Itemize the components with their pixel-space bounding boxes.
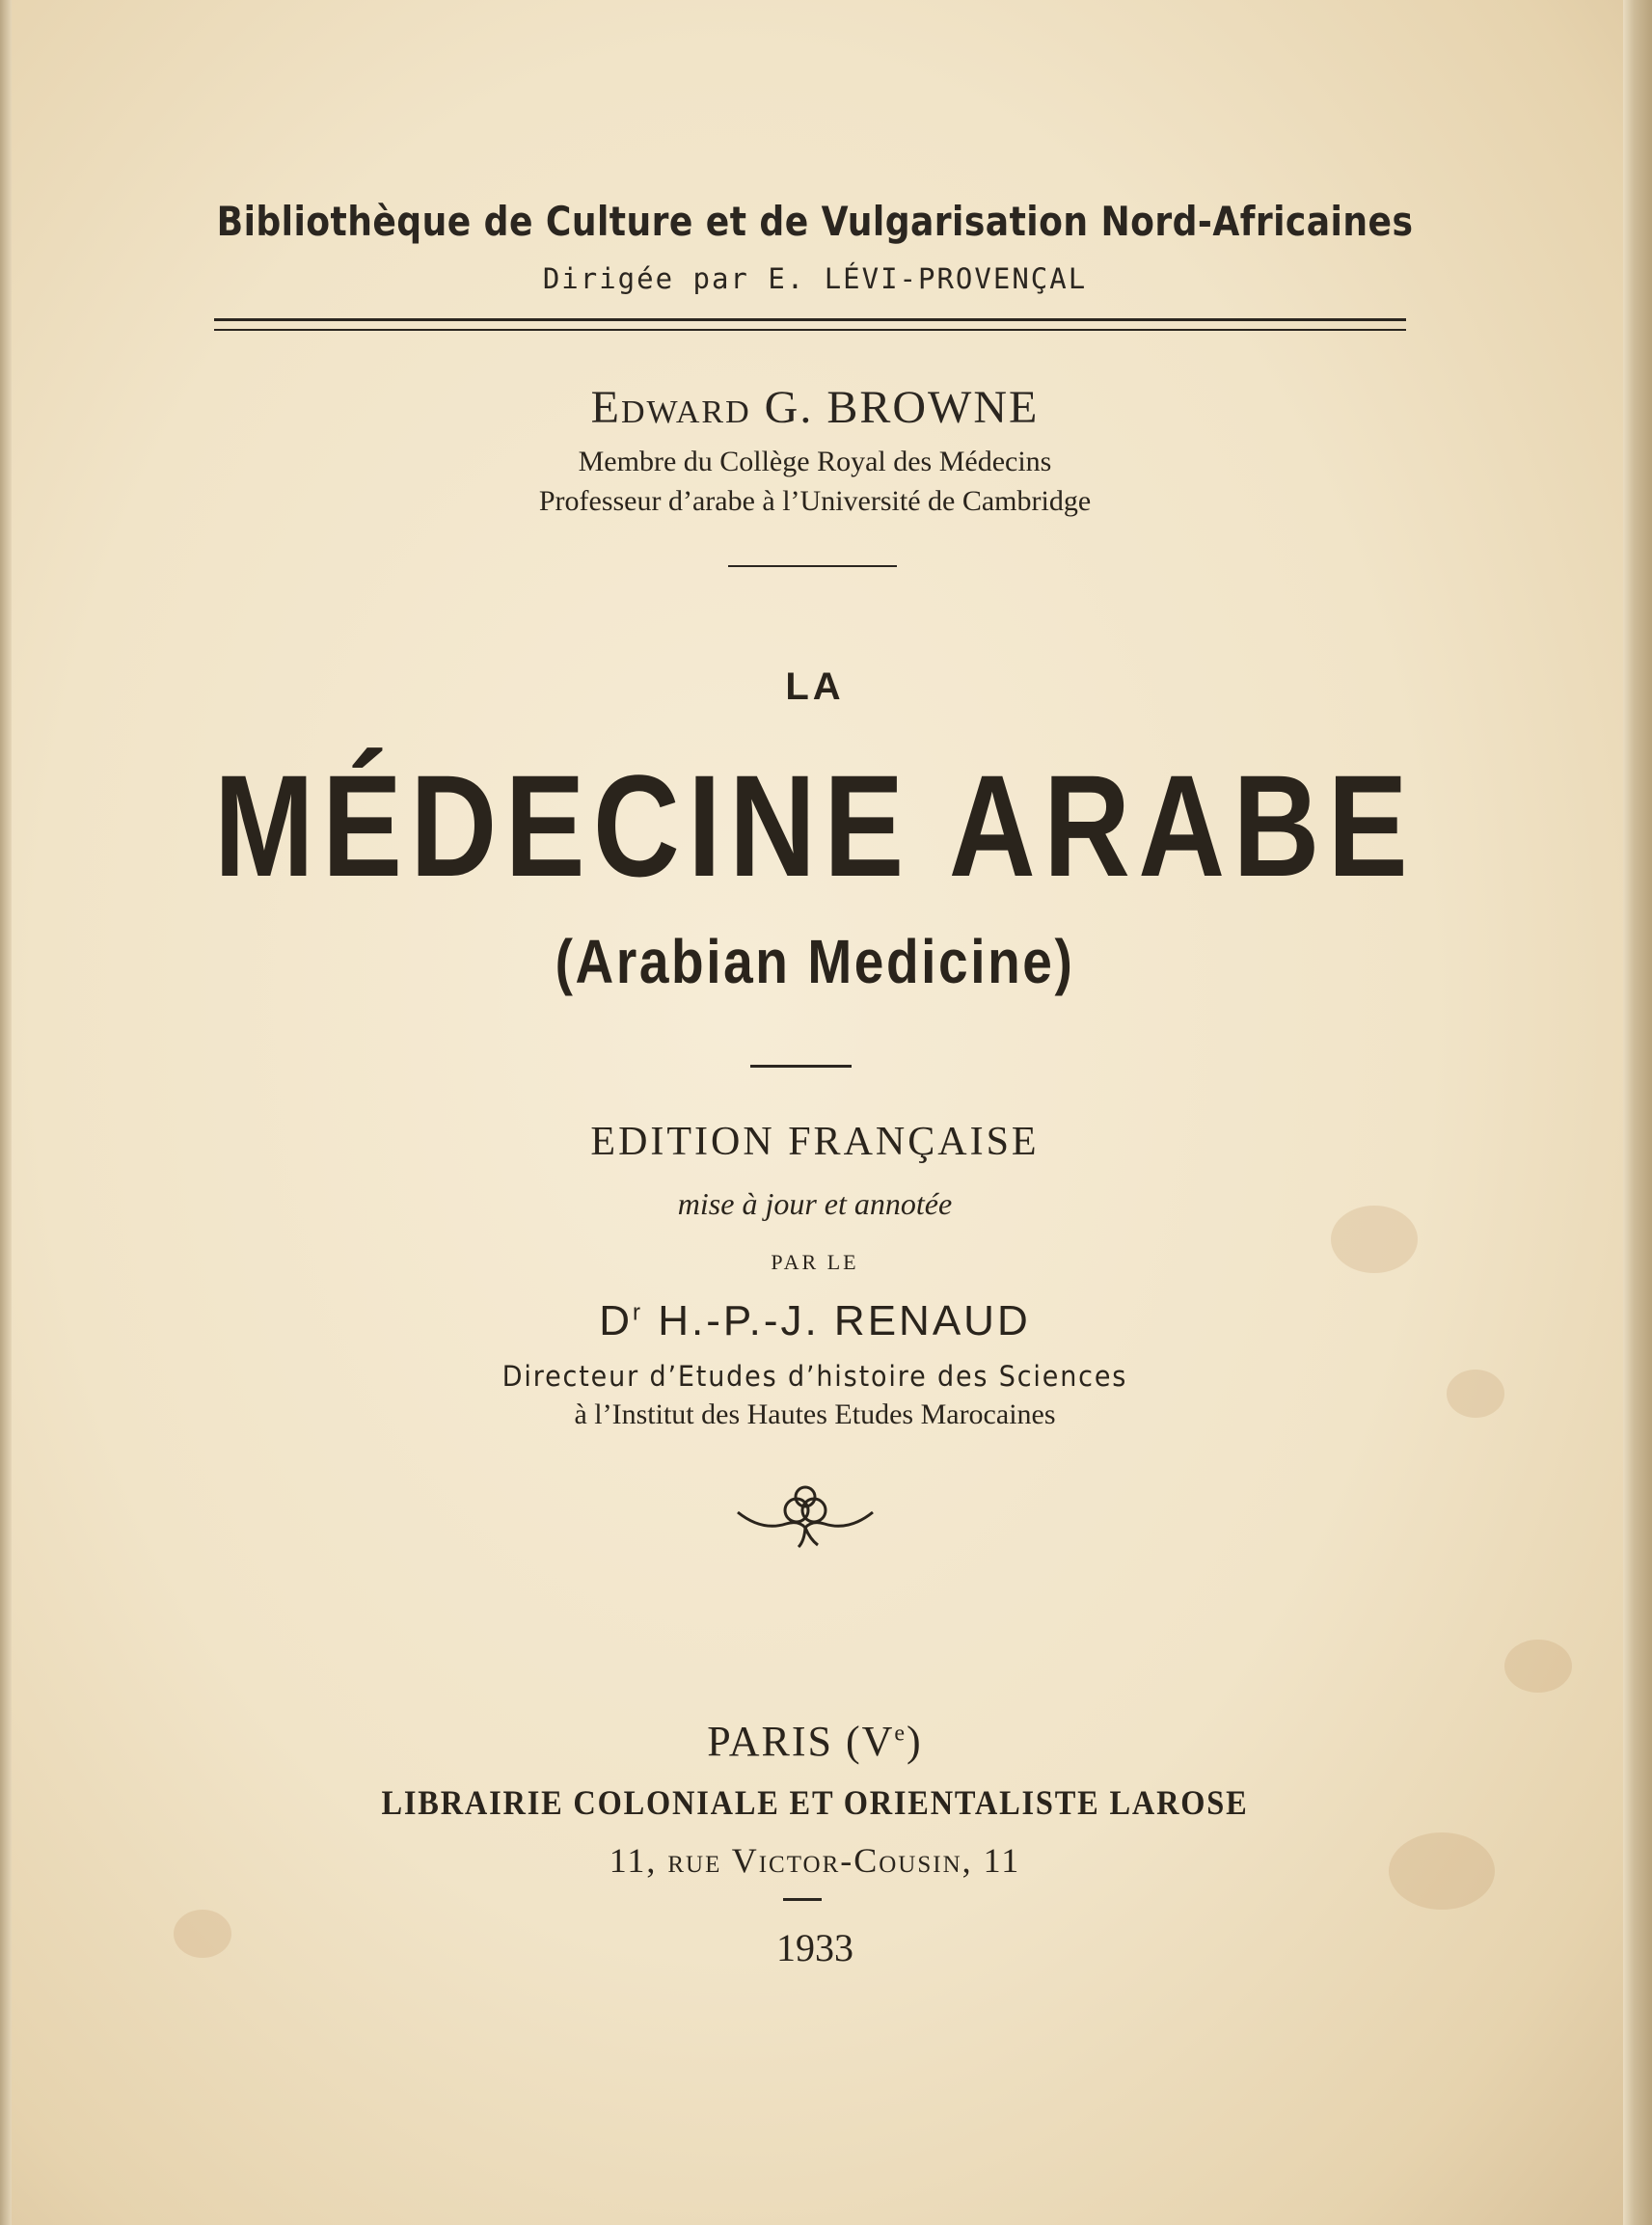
publication-year: 1933 <box>776 1926 853 1969</box>
editor-role-1: Directeur d’Etudes d’histoire des Sciences <box>501 1360 1128 1393</box>
editor-role-2: à l’Institut des Hautes Etudes Marocaines <box>574 1398 1056 1430</box>
main-title: MÉDECINE ARABE <box>213 745 1417 907</box>
series-title: Bibliothèque de Culture et de Vulgarisation Nord-Africaines <box>216 198 1414 245</box>
double-rule-divider <box>214 318 1406 331</box>
editor-name-line <box>0 1297 1630 1345</box>
editor-prefix-sup: r <box>633 1299 644 1326</box>
title-article: LA <box>785 665 845 708</box>
edition-note: mise à jour et annotée <box>677 1186 953 1221</box>
foxing-stain <box>1504 1640 1572 1693</box>
short-rule-divider <box>728 565 897 567</box>
editor-name: H.-P.-J. RENAUD <box>658 1297 1031 1344</box>
publisher-name: LIBRAIRIE COLONIALE ET ORIENTALISTE LAROSE <box>381 1783 1249 1822</box>
author-credential-2: Professeur d’arabe à l’Université de Cambridge <box>538 485 1092 517</box>
series-director: Dirigée par E. LÉVI-PROVENÇAL <box>542 262 1088 295</box>
short-rule-divider <box>750 1065 852 1068</box>
short-rule-divider <box>783 1898 822 1901</box>
page-right-edge <box>1623 0 1652 2225</box>
subtitle: (Arabian Medicine) <box>555 927 1075 996</box>
editor-prefix: D <box>599 1297 634 1344</box>
imprint-city <box>0 1717 1630 1766</box>
page-left-edge <box>0 0 12 2225</box>
publisher-address: 11, rue Victor-Cousin, 11 <box>609 1841 1021 1880</box>
imprint-city-sup: e <box>894 1721 907 1747</box>
author-credential-1: Membre du Collège Royal des Médecins <box>578 446 1052 477</box>
par-le-label: PAR LE <box>771 1250 859 1274</box>
imprint-city-text: PARIS (V <box>707 1718 895 1765</box>
author-name: Edward G. BROWNE <box>590 382 1040 433</box>
imprint-city-close: ) <box>907 1718 923 1765</box>
fleuron-ornament-icon <box>733 1485 878 1553</box>
edition-label: EDITION FRANÇAISE <box>590 1120 1040 1164</box>
